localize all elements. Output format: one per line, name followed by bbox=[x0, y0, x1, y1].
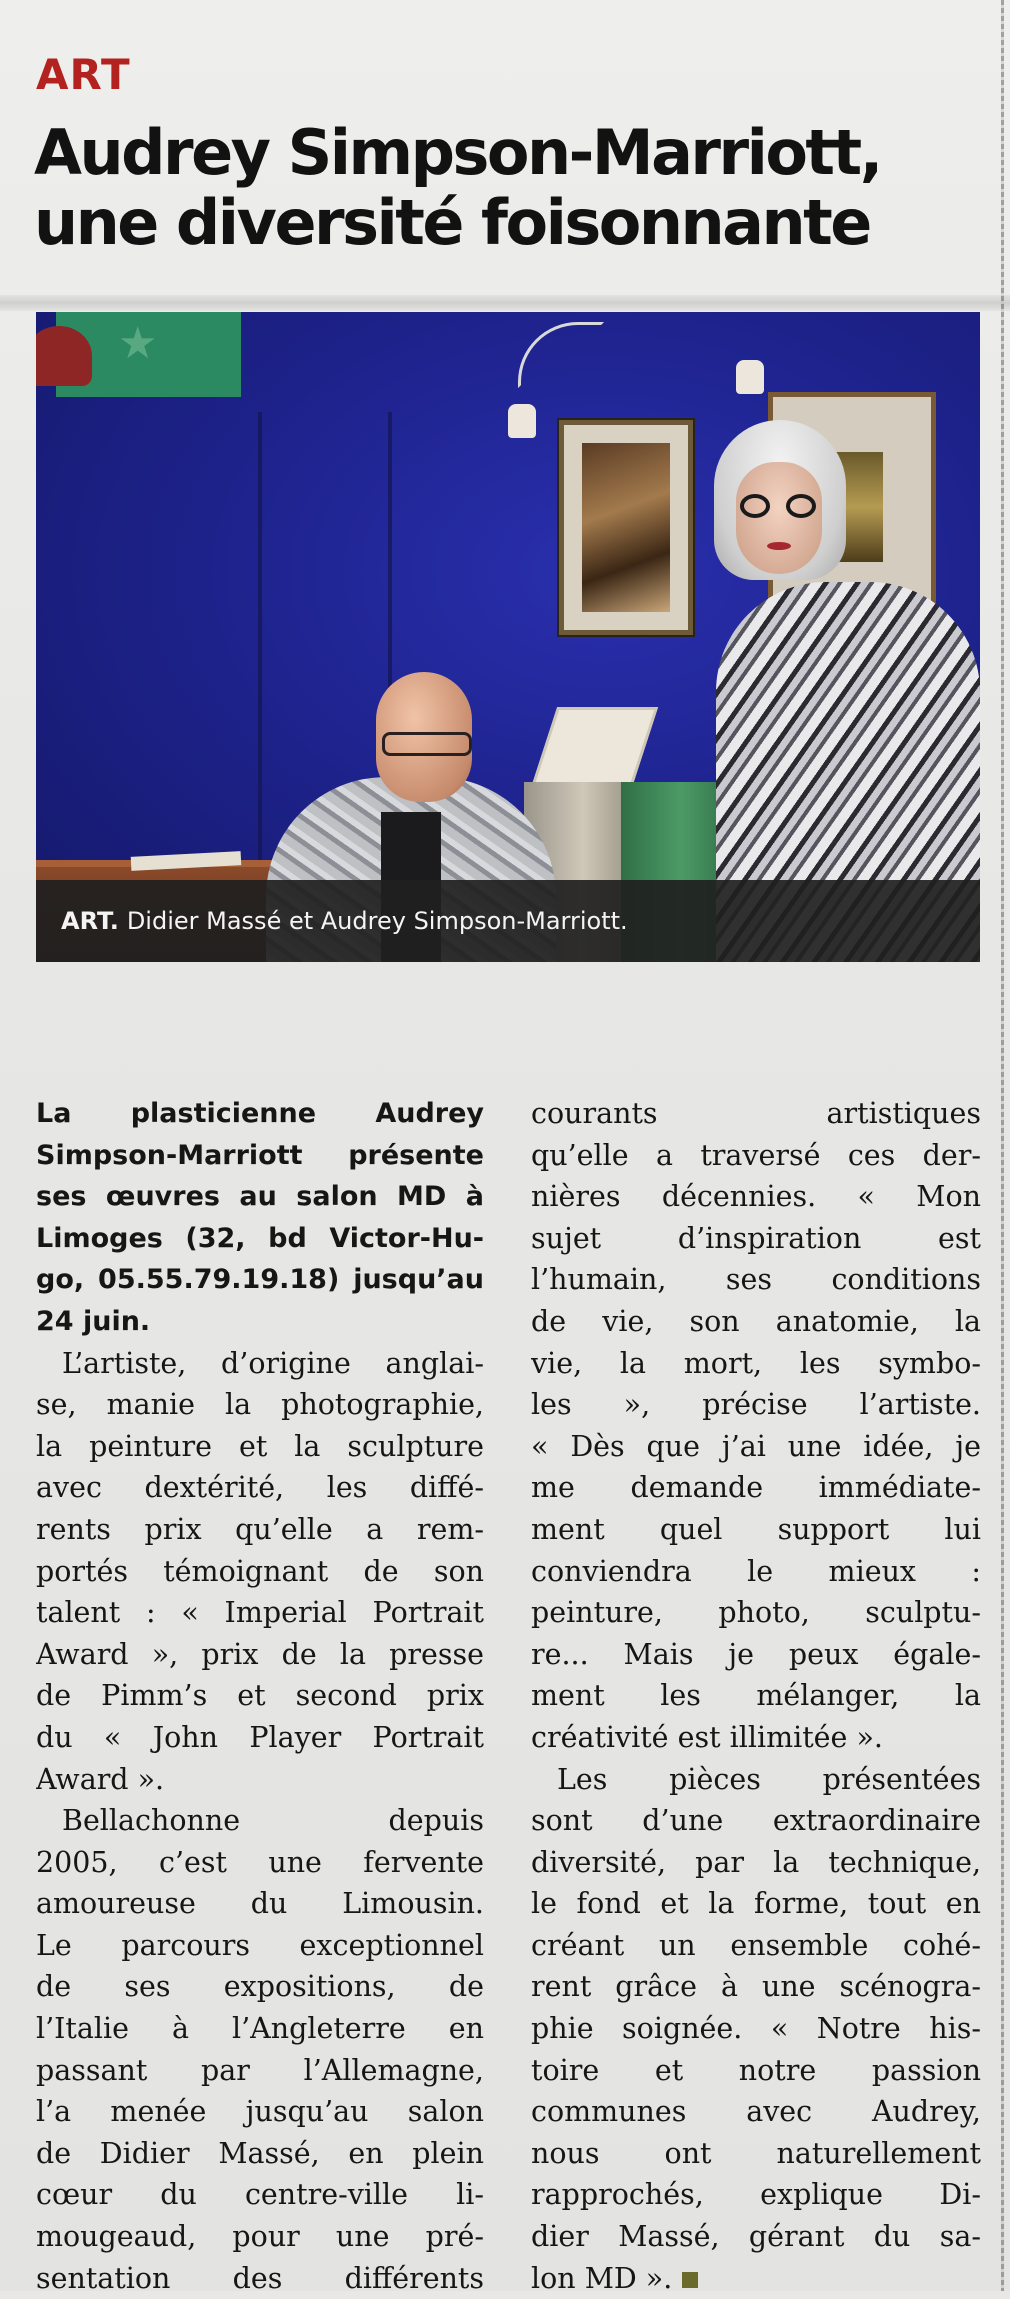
text-line: portés témoignant de son bbox=[36, 1554, 484, 1588]
text-line: cœur du centre-ville li- bbox=[36, 2178, 484, 2212]
text-line: Award », prix de la presse bbox=[36, 1637, 484, 1671]
text-line: Award ». bbox=[36, 1762, 165, 1796]
text-line: sentation des différents bbox=[36, 2261, 484, 2295]
text-line: l’Italie à l’Angleterre en bbox=[36, 2012, 484, 2046]
text-line: go, 05.55.79.19.18) jusqu’au bbox=[36, 1264, 484, 1296]
text-line: communes avec Audrey, bbox=[531, 2095, 981, 2129]
section-kicker: ART bbox=[36, 50, 131, 99]
text-line: L’artiste, d’origine anglai- bbox=[62, 1346, 484, 1380]
text-line: sont d’une extraordinaire bbox=[531, 1804, 981, 1838]
headline-line-1: Audrey Simpson-Marriott, bbox=[34, 116, 881, 189]
text-line: se, manie la photographie, bbox=[36, 1388, 484, 1422]
photo-caption bbox=[36, 880, 980, 962]
text-line: me demande immédiate- bbox=[531, 1471, 981, 1505]
text-line: lon MD ». bbox=[531, 2258, 981, 2299]
text-line: créant un ensemble cohé- bbox=[531, 1928, 981, 1962]
lamp-head bbox=[736, 360, 764, 394]
article-column-left bbox=[36, 1093, 484, 2299]
text-line: sujet d’inspiration est bbox=[531, 1221, 981, 1255]
article-column-right bbox=[531, 1093, 981, 2299]
caption-label: ART. bbox=[61, 907, 119, 935]
framed-artwork bbox=[559, 420, 693, 635]
text-line: avec dextérité, les diffé- bbox=[36, 1471, 484, 1505]
text-line: ses œuvres au salon MD à bbox=[36, 1181, 484, 1213]
text-line: phie soignée. « Notre his- bbox=[531, 2012, 981, 2046]
text-line: ment les mélanger, la bbox=[531, 1679, 981, 1713]
text-line: re... Mais je peux égale- bbox=[531, 1637, 981, 1671]
text-line: diversité, par la technique, bbox=[531, 1845, 981, 1879]
text-line: Simpson-Marriott présente bbox=[36, 1139, 484, 1171]
text-line: 2005, c’est une fervente bbox=[36, 1845, 484, 1879]
text-line: dier Massé, gérant du sa- bbox=[531, 2220, 981, 2254]
text-line: Les pièces présentées bbox=[557, 1762, 981, 1796]
headline bbox=[34, 118, 934, 258]
lamp-arm bbox=[518, 322, 604, 388]
text-line: conviendra le mieux : bbox=[531, 1554, 981, 1588]
text-line: Bellachonne depuis bbox=[62, 1804, 484, 1838]
text-line: talent : « Imperial Portrait bbox=[36, 1596, 484, 1630]
text-line: passant par l’Allemagne, bbox=[36, 2053, 484, 2087]
text-line: amoureuse du Limousin. bbox=[36, 1887, 484, 1921]
text-line: « Dès que j’ai une idée, je bbox=[531, 1429, 981, 1463]
text-line: rent grâce à une scénogra- bbox=[531, 1970, 981, 2004]
flag-banner: ★ bbox=[56, 312, 241, 397]
headline-line-2: une diversité foisonnante bbox=[34, 186, 870, 259]
woman-glasses bbox=[740, 494, 820, 518]
text-line: la peinture et la sculpture bbox=[36, 1429, 484, 1463]
text-line: du « John Player Portrait bbox=[36, 1720, 484, 1754]
woman-face bbox=[736, 462, 822, 574]
text-line: qu’elle a traversé ces der- bbox=[531, 1138, 981, 1172]
text-line: rapprochés, explique Di- bbox=[531, 2178, 981, 2212]
woman-lips bbox=[767, 542, 791, 550]
text-line: créativité est illimitée ». bbox=[531, 1720, 883, 1754]
red-object bbox=[36, 326, 92, 386]
end-of-article-mark bbox=[682, 2272, 698, 2288]
man-glasses bbox=[382, 732, 472, 756]
text-line: mougeaud, pour une pré- bbox=[36, 2220, 484, 2254]
caption-text: Didier Massé et Audrey Simpson-Marriott. bbox=[126, 907, 628, 935]
text-line: courants artistiques bbox=[531, 1097, 981, 1130]
text-line: Limoges (32, bd Victor-Hu- bbox=[36, 1222, 484, 1254]
text-line: de Pimm’s et second prix bbox=[36, 1679, 484, 1713]
text-line: vie, la mort, les symbo- bbox=[531, 1346, 981, 1380]
text-line: ment quel support lui bbox=[531, 1512, 981, 1546]
text-line: nières décennies. « Mon bbox=[531, 1180, 981, 1214]
text-line: de ses expositions, de bbox=[36, 1970, 484, 2004]
lamp-head bbox=[508, 404, 536, 438]
torn-edge bbox=[1001, 0, 1004, 2291]
article-photo bbox=[36, 312, 980, 962]
wall-panel-line bbox=[258, 412, 262, 932]
paper-fold bbox=[0, 295, 1010, 311]
text-line: toire et notre passion bbox=[531, 2053, 981, 2087]
text-line: nous ont naturellement bbox=[531, 2136, 981, 2170]
text-line: rents prix qu’elle a rem- bbox=[36, 1512, 484, 1546]
text-line: de vie, son anatomie, la bbox=[531, 1304, 981, 1338]
text-line: Le parcours exceptionnel bbox=[36, 1928, 484, 1962]
text-line: l’humain, ses conditions bbox=[531, 1263, 981, 1297]
text-line: de Didier Massé, en plein bbox=[36, 2136, 484, 2170]
text-line: le fond et la forme, tout en bbox=[531, 1887, 981, 1921]
text-line: peinture, photo, sculptu- bbox=[531, 1596, 981, 1630]
text-line: 24 juin. bbox=[36, 1305, 151, 1337]
text-line: les », précise l’artiste. bbox=[531, 1388, 981, 1422]
text-line: l’a menée jusqu’au salon bbox=[36, 2095, 484, 2129]
book-on-pedestal bbox=[531, 707, 658, 788]
text-line: La plasticienne Audrey bbox=[36, 1098, 484, 1129]
